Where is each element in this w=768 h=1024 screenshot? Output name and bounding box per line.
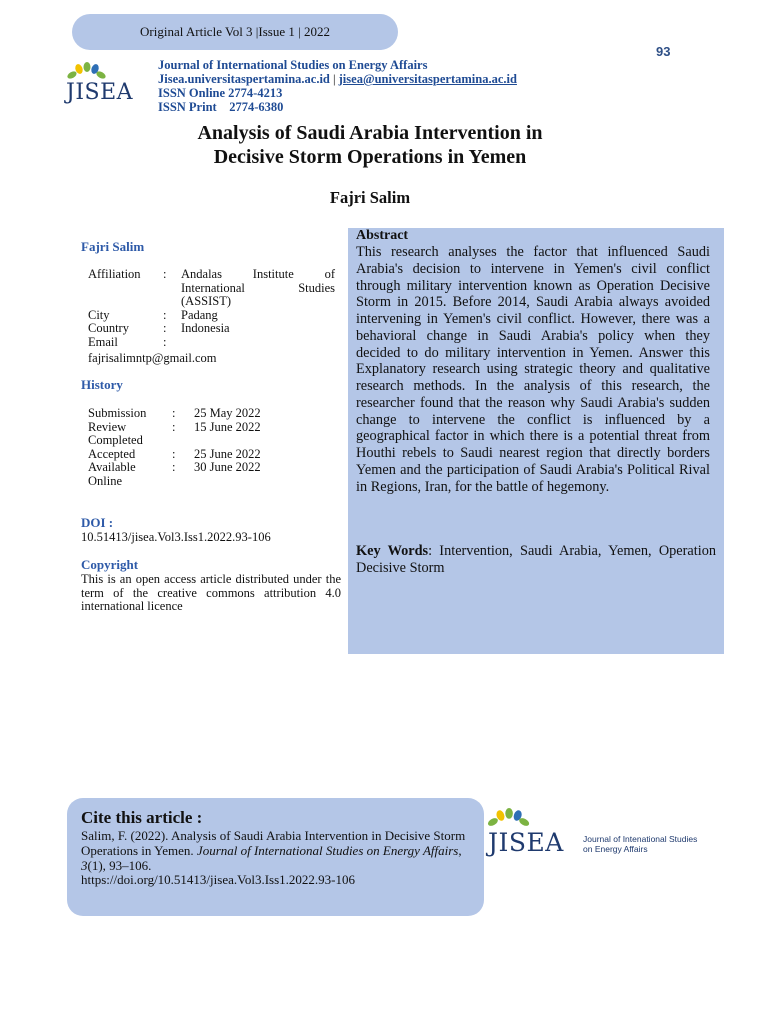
colon: :: [172, 446, 176, 461]
review-label: Review Completed: [88, 419, 143, 447]
accepted-value: 25 June 2022: [194, 446, 261, 461]
journal-website: Jisea.universitaspertamina.ac.id: [158, 72, 330, 86]
jisea-logo-top: [64, 62, 156, 106]
journal-info: [158, 58, 517, 114]
citation-text: [81, 829, 476, 888]
email-value[interactable]: fajrisalimntp@gmail.com: [88, 351, 217, 365]
colon: :: [172, 406, 176, 420]
abstract-heading: Abstract: [356, 228, 409, 243]
colon: :: [163, 307, 167, 322]
citation-pages: (1), 93–106.: [87, 857, 152, 873]
separator: |: [333, 72, 336, 86]
citation-doi-link[interactable]: https://doi.org/10.51413/jisea.Vol3.Iss1.2022.93-106: [81, 872, 355, 888]
page-number: 93: [656, 44, 671, 59]
sidebar-author-heading: Fajri Salim: [81, 239, 145, 254]
article-author: Fajri Salim: [329, 188, 411, 207]
submission-label: Submission: [88, 406, 147, 420]
affiliation-table: [88, 268, 336, 349]
issn-print: ISSN Print 2774-6380: [158, 100, 284, 114]
issn-online: ISSN Online 2774-4213: [158, 86, 283, 100]
keywords: [356, 543, 716, 577]
jisea-logo-bottom: [486, 808, 706, 860]
abstract-text: This research analyses the factor that influenced Saudi Arabia's decision to intervene in Yemen's civil conflict through military intervention known as Operation Decisive Storm in 2015. Before 2014, Saudi Arabia always avoided intervening in Yemen's civil conflict. However, there was a behavioral change in Saudi Arabia's policy when they decided to do military intervention in Yemen. Answer this Explanatory research using strategic theory and qualitative research methods. In the analysis of this research, the researcher found that the reason why Saudi Arabia's sudden change to intervene the conflict is influenced by a geographical factor in which there is a potential threat from Houthi rebels to Saudi nearest region that directly borders Yemen and the participation of Saudi Arabia's Political Rival in Regions, Iran, for the battle of hegemony.: [356, 244, 710, 495]
issue-pill: [72, 14, 398, 50]
email-label: Email: [88, 334, 118, 349]
country-value: Indonesia: [181, 321, 230, 335]
copyright-heading: Copyright: [81, 557, 139, 572]
colon: :: [172, 419, 176, 434]
colon: :: [163, 334, 167, 349]
colon: :: [172, 460, 176, 474]
title-line-1: Analysis of Saudi Arabia Intervention in: [197, 122, 543, 144]
doi-heading: DOI :: [81, 515, 114, 530]
accepted-label: Accepted: [88, 446, 136, 461]
colon: :: [163, 267, 167, 281]
citation-journal: Journal of International Studies on Energy Affairs: [196, 842, 459, 858]
available-value: 30 June 2022: [194, 460, 261, 474]
doi-value[interactable]: 10.51413/jisea.Vol3.Iss1.2022.93-106: [81, 530, 271, 544]
logo-caption: Journal of Intenational Studies on Energy Affairs: [583, 834, 698, 854]
country-label: Country: [88, 321, 129, 335]
citation-volume: 3: [81, 857, 88, 873]
review-value: 15 June 2022: [194, 419, 261, 434]
city-value: Padang: [181, 307, 218, 322]
available-label: Available Online: [88, 460, 136, 488]
title-line-2: Decisive Storm Operations in Yemen: [213, 146, 527, 168]
keywords-label: Key Words: [356, 543, 429, 559]
article-title: [100, 121, 640, 169]
citation-heading: Cite this article :: [81, 808, 203, 827]
history-heading: History: [81, 377, 123, 392]
history-table: [88, 407, 261, 488]
journal-email-link[interactable]: jisea@universitaspertamina.ac.id: [338, 72, 517, 86]
submission-value: 25 May 2022: [194, 406, 261, 420]
copyright-text: This is an open access article distributed under the term of the creative commons attribution 4.0 international licence: [81, 572, 341, 613]
citation-sep: ,: [458, 842, 462, 858]
journal-name: Journal of International Studies on Energy Affairs: [158, 58, 428, 72]
issue-label: Original Article Vol 3 |Issue 1 | 2022: [140, 24, 330, 39]
city-label: City: [88, 307, 110, 322]
logo-wordmark: JISEA: [488, 828, 564, 857]
keywords-text: : Intervention, Saudi Arabia, Yemen, Operation Decisive Storm: [356, 543, 716, 576]
colon: :: [163, 321, 167, 335]
affiliation-label: Affiliation: [88, 267, 141, 281]
logo-wordmark: JISEA: [66, 80, 134, 105]
affiliation-value: Andalas Institute of International Studies (ASSIST): [181, 267, 335, 308]
citation-main: Salim, F. (2022). Analysis of Saudi Arabia Intervention in Decisive Storm Operations in Yemen.: [81, 828, 466, 858]
